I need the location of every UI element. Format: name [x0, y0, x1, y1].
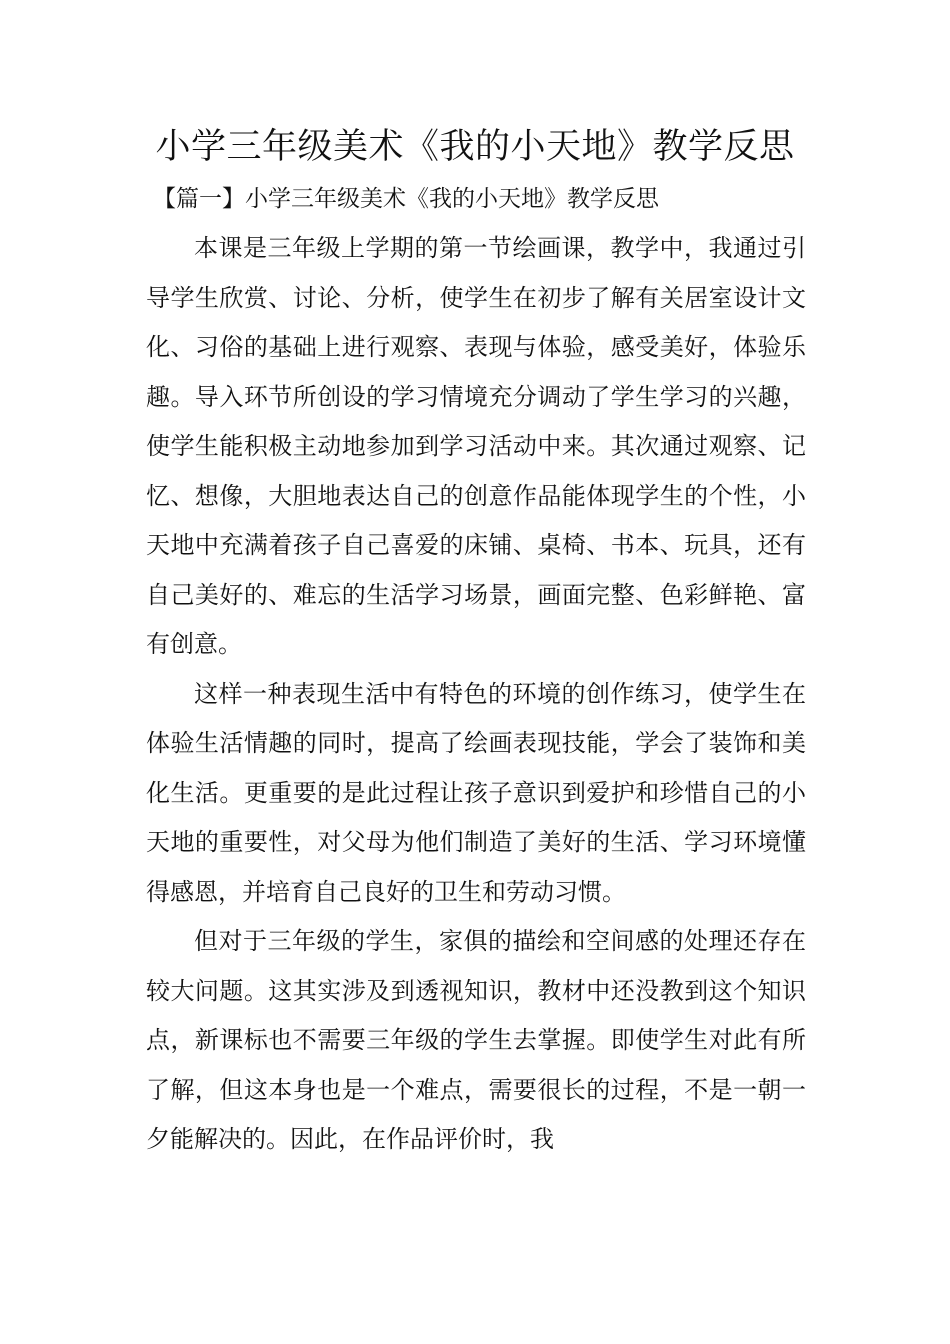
document-title: 小学三年级美术《我的小天地》教学反思 [155, 127, 795, 167]
section-heading: 【篇一】小学三年级美术《我的小天地》教学反思 [153, 186, 659, 212]
paragraph-1: 本课是三年级上学期的第一节绘画课，教学中，我通过引导学生欣赏、讨论、分析，使学生在初步了解有关居室设计文化、习俗的基础上进行观察、表现与体验，感受美好，体验乐趣。导入环节所创设的学习情境充分调动了学生学习的兴趣，使学生能积极主动地参加到学习活动中来。其次通过观察、记忆、想像，大胆地表达自己的创意作品能体现学生的个性，小天地中充满着孩子自己喜爱的床铺、桌椅、书本、玩具，还有自己美好的、难忘的生活学习场景，画面完整、色彩鲜艳、富有创意。 [146, 234, 806, 658]
paragraph-2: 这样一种表现生活中有特色的环境的创作练习，使学生在体验生活情趣的同时，提高了绘画表现技能，学会了装饰和美化生活。更重要的是此过程让孩子意识到爱护和珍惜自己的小天地的重要性，对父母为他们制造了美好的生活、学习环境懂得感恩，并培育自己良好的卫生和劳动习惯。 [146, 679, 806, 906]
paragraph-3: 但对于三年级的学生，家俱的描绘和空间感的处理还存在较大问题。这其实涉及到透视知识，教材中还没教到这个知识点，新课标也不需要三年级的学生去掌握。即使学生对此有所了解，但这本身也是一个难点，需要很长的过程，不是一朝一夕能解决的。因此，在作品评价时，我 [146, 927, 806, 1153]
document-body [146, 224, 806, 1165]
